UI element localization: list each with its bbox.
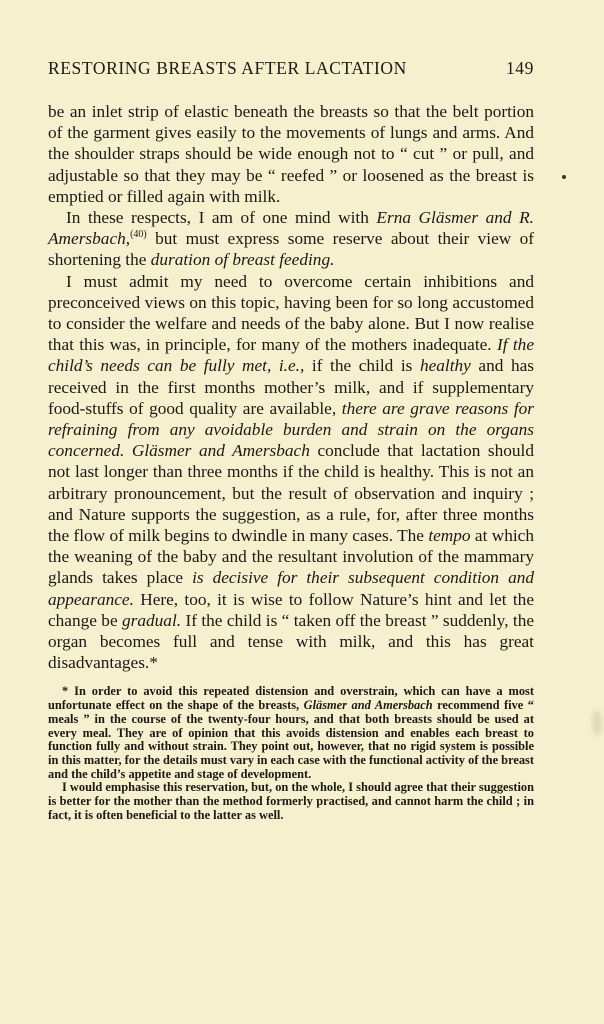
- footnote-paragraph-2: I would emphasise this reservation, but, on the whole, I should agree that their suggestion is better for the mother than the method formerly practised, and cannot harm the child ; in fact, it is often beneficial to the latter as well.: [48, 780, 534, 822]
- reference-marker: (40): [130, 229, 147, 241]
- text-segment: I must admit my need to overcome certain inhibitions and preconceived views on this topic, having been for so long accustomed to consider the welfare and needs of the baby alone. But I now realise that this was, in principle, for many of the mothers inadequate.: [48, 271, 534, 355]
- page-number: 149: [505, 58, 534, 78]
- emphasis-text: duration of breast feeding.: [150, 250, 335, 270]
- emphasis-text: healthy: [419, 356, 471, 376]
- footnote-block: [48, 685, 534, 822]
- body-text: [48, 101, 534, 673]
- emphasis-text: gradual.: [122, 610, 182, 630]
- text-segment: If the child is “ taken off the breast ” suddenly, the organ becomes full and tense with milk, and this has great disadvantages.*: [48, 610, 535, 673]
- text-segment: conclude that lactation should not last longer than three months if the child is healthy. This is not an arbitrary pronouncement, but the result of observation and inquiry ; and Nature supports the suggestion, as a rule, for, after three months the flow of milk begins to dwindle in many cases. The: [48, 441, 535, 546]
- text-segment: * In order to avoid this repeated distension and overstrain, which can have a most unfortunate effect on the shape of the breasts,: [48, 684, 534, 713]
- emphasis-text: If the child’s needs can be fully met, i.e.,: [48, 335, 534, 376]
- emphasis-text: is decisive for their subsequent condition and appearance.: [48, 568, 534, 609]
- text-segment: but must express some reserve about their view of shortening the: [48, 229, 534, 270]
- author-names: Erna Gläsmer and R. Amersbach,: [48, 208, 534, 249]
- chapter-title: RESTORING BREASTS AFTER LACTATION: [48, 58, 407, 78]
- book-page: [48, 58, 534, 823]
- paragraph-2: [48, 207, 534, 271]
- footnote-paragraph-1: [48, 685, 534, 781]
- running-head: [48, 58, 534, 79]
- text-segment: In these respects, I am of one mind with: [66, 208, 377, 228]
- paragraph-1: be an inlet strip of elastic beneath the breasts so that the belt portion of the garment gives easily to the movements of lungs and arms. And the shoulder straps should be wide enough not to “ cut ” or pull, and adjustable so that they may be “ reefed ” or loosened as the breast is emptied or filled again with milk.: [48, 102, 534, 206]
- text-segment: at which the weaning of the baby and the resultant involution of the mammary glands takes place: [48, 526, 534, 588]
- text-segment: Here, too, it is wise to follow Nature’s hint and let the change be: [48, 589, 534, 630]
- text-segment: if the child is: [304, 356, 420, 376]
- emphasis-text: there are grave reasons for refraining from any avoidable burden and strain on the organs concerned. Gläsmer and Amersbach: [48, 398, 534, 461]
- paragraph-3: [48, 271, 534, 674]
- emphasis-text: tempo: [428, 526, 471, 546]
- paper-speck: [562, 175, 566, 179]
- text-segment: and has received in the first months mother’s milk, and if supplementary food-stuffs of good quality are available,: [48, 356, 534, 418]
- text-segment: recommend five “ meals ” in the course of the twenty-four hours, and that both breasts should be used at every meal. They are of opinion that this avoids distension and enables each breast to function fully and without strain. They point out, however, that no rigid system is possible in this matter, for the details must vary in each case with the functional activity of the breast and the child’s appetite and stage of development.: [48, 698, 534, 781]
- emphasis-text: Gläsmer and Amersbach: [303, 698, 433, 713]
- paper-stain: [592, 710, 602, 736]
